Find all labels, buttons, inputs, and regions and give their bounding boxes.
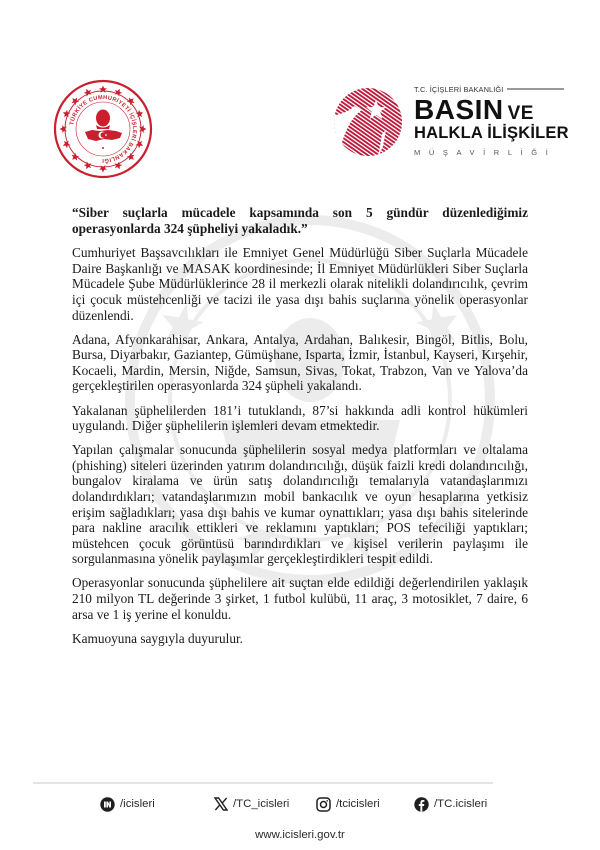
ministry-seal-logo	[52, 78, 154, 180]
footer-divider	[33, 782, 493, 784]
paragraph-provinces: Adana, Afyonkarahisar, Ankara, Antalya, Ardahan, Balıkesir, Bingöl, Bitlis, Bolu, Bursa, Diyarbakır, Gaziantep, Gümüşhane, Isparta, İzmir, İstanbul, Kayseri, Kırşehir, Kocaeli, Mardin, Mersin, Niğde, Samsun, Sivas, Tokat, Trabzon, Van ve Yalova’da gerçekleştirilen operasyonlarda 324 şüpheli yakalandı.	[72, 331, 528, 394]
website-link[interactable]: www.icisleri.gov.tr	[255, 829, 345, 841]
paragraph-seizures: Operasyonlar sonucunda şüphelilere ait suçtan elde edildiği değerlendirilen yaklaşık 210 milyon TL değerinde 3 şirket, 1 futbol kulübü, 11 araç, 3 motosiklet, 7 daire, 6 arsa ve 1 iş yerine el konuldu.	[72, 575, 528, 622]
nsosyal-icon	[100, 797, 115, 812]
social-link-x[interactable]: /TC_icisleri	[213, 794, 289, 814]
press-office-logo	[330, 84, 569, 160]
letterhead	[0, 0, 600, 180]
paragraph-findings: Yapılan çalışmalar sonucunda şüphelilerin sosyal medya platformları ve oltalama (phishing) siteleri üzerinden yatırım dolandırıcılığı, düşük faizli kredi dolandırıcılığı, bungalov kiralama ve ürün satış dolandırıcılığı temalarıyla vatandaşlarımızı dolandırdıkları; vatandaşlarımızın mobil bankacılık ve oyun hesaplarına yetkisiz erişim sağladıkları; yasa dışı bahis ve kumar oynattıkları; yasa dışı bahis sitelerinde para nakline aracılık ettikleri ve reklamını yaptıkları; POS tefeciliği yaptıkları; müstehcen çocuk görüntüsü barındırdıkları ve kişisel verilerin paylaşımı ile sorgulanmasına yönelik paylaşımlar gerçekleştirdikleri tespit edildi.	[72, 442, 528, 567]
paragraph-closing: Kamuoyuna saygıyla duyurulur.	[72, 630, 243, 646]
facebook-icon	[414, 797, 429, 812]
svg-text:TÜRKİYE CUMHURİYETİ İÇİŞLERİ B: TÜRKİYE CUMHURİYETİ İÇİŞLERİ BAKANLIĞI	[69, 94, 138, 164]
headline-quote: “Siber suçlarla mücadele kapsamında son 5 gündür düzenlediğimiz operasyonlarda 324 şüpheliyi yakaladık.”	[72, 205, 528, 236]
social-link-facebook[interactable]: /TC.icisleri	[414, 794, 487, 814]
social-links	[0, 794, 600, 818]
paragraph-arrests: Yakalanan şüphelilerden 181’i tutuklandı, 87’si hakkında adli kontrol hükümleri uygulandı. Diğer şüphelilerin işlemleri devam etmektedir.	[72, 402, 528, 434]
social-link-instagram[interactable]: /tcicisleri	[316, 794, 380, 814]
paragraph-operation-intro: Cumhuriyet Başsavcılıkları ile Emniyet Genel Müdürlüğü Siber Suçlarla Mücadele Daire Başkanlığı ve MASAK koordinesinde; İl Emniyet Müdürlükleri Siber Suçlarla Mücadele Şube Müdürlüklerince 28 il merkezli olarak nitelikli dolandırıcılık, çevrim içi çocuk müstehcenliği ve tacizi ile yasa dışı bahis suçlarına yönelik operasyonlar düzenlendi.	[72, 245, 528, 323]
crescent-star-stripes-icon	[332, 86, 404, 158]
ministry-name: T.C. İÇİŞLERİ BAKANLIĞI	[414, 84, 564, 94]
brand-title: BASIN VE	[414, 94, 534, 125]
instagram-icon	[316, 797, 331, 812]
social-link-nsosyal[interactable]: /icisleri	[100, 794, 155, 814]
brand-tagline: MÜŞAVİRLİĞİ	[414, 147, 557, 157]
brand-subtitle: HALKLA İLİŞKİLER	[414, 124, 569, 142]
press-release-body	[72, 205, 528, 655]
x-icon	[213, 797, 228, 812]
